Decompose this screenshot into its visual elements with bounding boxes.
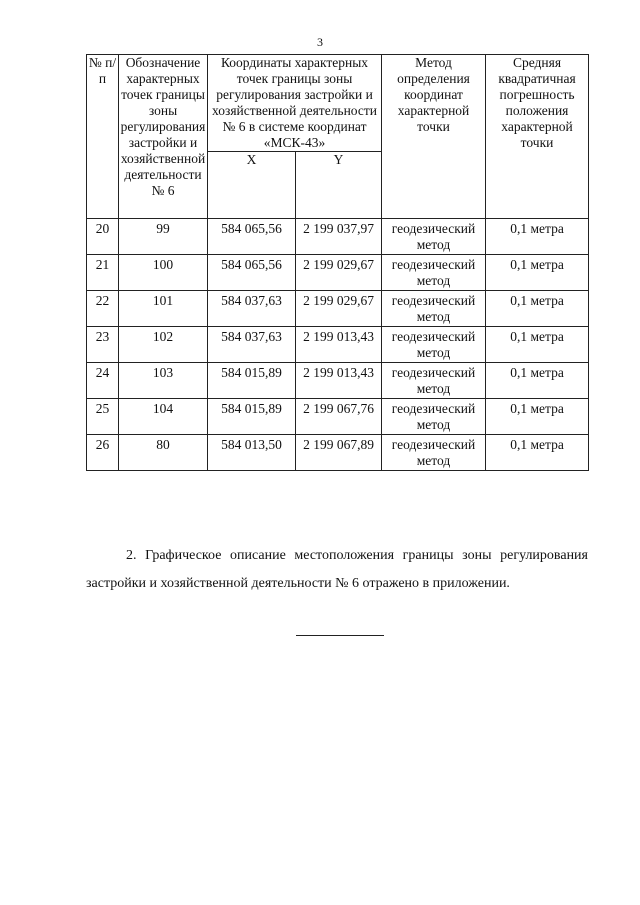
- row-error: 0,1 метра: [486, 435, 589, 471]
- page-number: 3: [317, 35, 323, 49]
- row-y: 2 199 067,76: [296, 399, 382, 435]
- row-error: 0,1 метра: [486, 255, 589, 291]
- row-point: 101: [119, 291, 208, 327]
- row-error: 0,1 метра: [486, 363, 589, 399]
- row-method: геодезический метод: [382, 291, 486, 327]
- header-num: № п/п: [87, 55, 119, 219]
- row-y: 2 199 013,43: [296, 363, 382, 399]
- table-row: [87, 327, 589, 363]
- header-coordinates: Координаты характерных точек границы зоны регулирования застройки и хозяйственной деятельности № 6 в системе координат «МСК-43»: [208, 55, 382, 152]
- row-num: 22: [87, 291, 119, 327]
- row-method: геодезический метод: [382, 435, 486, 471]
- header-error: Средняя квадратичная погрешность положения характерной точки: [486, 55, 589, 219]
- table-row: [87, 399, 589, 435]
- row-error: 0,1 метра: [486, 291, 589, 327]
- row-method: геодезический метод: [382, 363, 486, 399]
- row-y: 2 199 067,89: [296, 435, 382, 471]
- table-row: [87, 255, 589, 291]
- row-x: 584 065,56: [208, 255, 296, 291]
- table-row: [87, 435, 589, 471]
- row-num: 26: [87, 435, 119, 471]
- table-row: [87, 219, 589, 255]
- row-y: 2 199 029,67: [296, 255, 382, 291]
- row-x: 584 065,56: [208, 219, 296, 255]
- row-point: 80: [119, 435, 208, 471]
- row-point: 103: [119, 363, 208, 399]
- row-method: геодезический метод: [382, 399, 486, 435]
- table-row: [87, 363, 589, 399]
- row-num: 21: [87, 255, 119, 291]
- header-method: Метод определения координат характерной точки: [382, 55, 486, 219]
- table-row: [87, 291, 589, 327]
- row-y: 2 199 013,43: [296, 327, 382, 363]
- table-header-row: [87, 55, 589, 152]
- row-point: 104: [119, 399, 208, 435]
- header-y: Y: [296, 152, 382, 219]
- row-method: геодезический метод: [382, 255, 486, 291]
- row-x: 584 015,89: [208, 399, 296, 435]
- row-x: 584 037,63: [208, 327, 296, 363]
- row-num: 20: [87, 219, 119, 255]
- row-error: 0,1 метра: [486, 219, 589, 255]
- row-y: 2 199 029,67: [296, 291, 382, 327]
- row-method: геодезический метод: [382, 219, 486, 255]
- row-num: 24: [87, 363, 119, 399]
- row-num: 23: [87, 327, 119, 363]
- row-x: 584 013,50: [208, 435, 296, 471]
- row-point: 99: [119, 219, 208, 255]
- body-paragraph: 2. Графическое описание местоположения границы зоны регулирования застройки и хозяйственной деятельности № 6 отражено в приложении.: [86, 548, 588, 591]
- row-num: 25: [87, 399, 119, 435]
- coordinates-table: [86, 54, 589, 471]
- row-error: 0,1 метра: [486, 327, 589, 363]
- header-designation: Обозначение характерных точек границы зоны регулирования застройки и хозяйственной деятельности № 6: [119, 55, 208, 219]
- header-x: X: [208, 152, 296, 219]
- row-x: 584 037,63: [208, 291, 296, 327]
- row-method: геодезический метод: [382, 327, 486, 363]
- row-error: 0,1 метра: [486, 399, 589, 435]
- row-x: 584 015,89: [208, 363, 296, 399]
- row-y: 2 199 037,97: [296, 219, 382, 255]
- row-point: 102: [119, 327, 208, 363]
- row-point: 100: [119, 255, 208, 291]
- closing-rule: [296, 635, 384, 636]
